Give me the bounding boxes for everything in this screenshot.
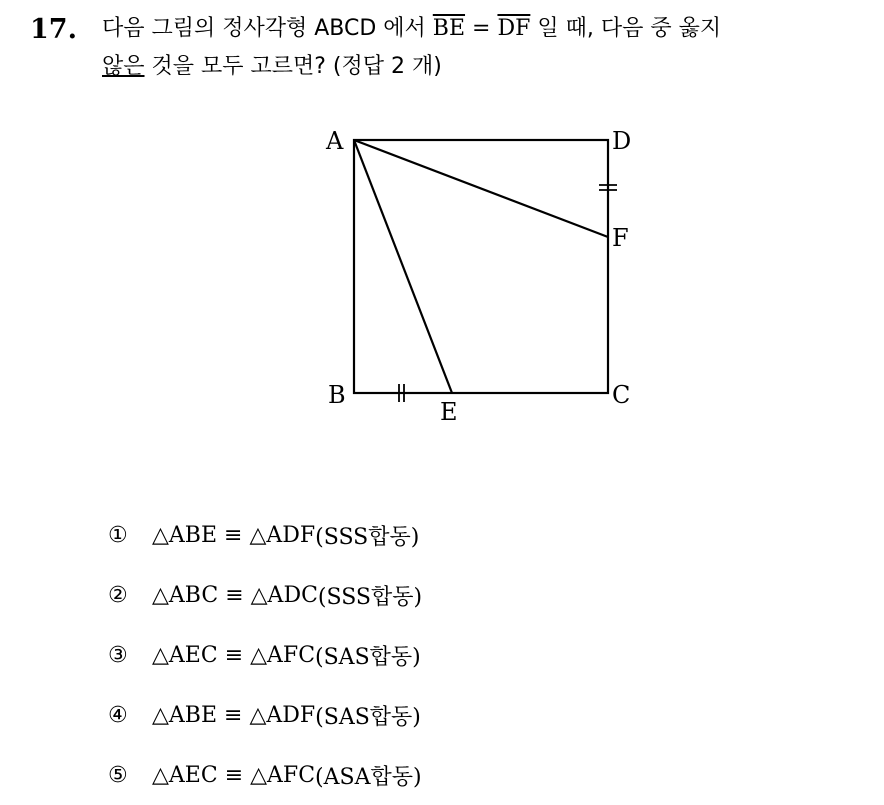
segment-af-line: [354, 140, 608, 237]
choice-statement: △ABC ≡ △ADC: [152, 582, 318, 608]
choice-statement: △AEC ≡ △AFC: [152, 642, 316, 668]
choice-reason: (SSS합동): [315, 524, 420, 550]
label-d: D: [612, 127, 632, 155]
question-text-end: 것을 모두 고르면? (정답 2 개): [144, 54, 442, 79]
label-f: F: [612, 224, 629, 252]
choice-statement: △ABE ≡ △ADF: [152, 522, 316, 548]
choice-marker: ①: [108, 522, 128, 548]
question-text-after: 일 때, 다음 중 옳지: [530, 16, 722, 41]
square-figure: [318, 118, 648, 428]
choice-5[interactable]: [108, 745, 808, 805]
segment-be: $\overline{BE}$: [432, 16, 466, 41]
choice-3[interactable]: [108, 625, 808, 685]
label-c: C: [612, 381, 631, 409]
choice-4[interactable]: [108, 685, 808, 745]
choice-marker: ②: [108, 582, 128, 608]
choice-2[interactable]: [108, 565, 808, 625]
square-outline: [354, 140, 608, 393]
question-text: [102, 10, 862, 86]
choice-reason: (ASA합동): [315, 764, 422, 790]
label-b: B: [328, 381, 346, 409]
label-e: E: [440, 398, 458, 426]
equals-sign: =: [465, 16, 498, 41]
choice-marker: ④: [108, 702, 128, 728]
choice-statement: △AEC ≡ △AFC: [152, 762, 316, 788]
choice-marker: ⑤: [108, 762, 128, 788]
question-text-before: 다음 그림의 정사각형 ABCD 에서: [102, 16, 433, 41]
choice-marker: ③: [108, 642, 128, 668]
underlined-word: 않은: [102, 54, 145, 79]
label-a: A: [326, 127, 344, 155]
square-diagram: [318, 118, 648, 428]
segment-df: $\overline{DF}$: [497, 16, 531, 41]
question-number: 17.: [30, 14, 77, 45]
segment-ae-line: [354, 140, 452, 393]
question: [30, 10, 870, 86]
choice-reason: (SAS합동): [315, 704, 421, 730]
choice-statement: △ABE ≡ △ADF: [152, 702, 316, 728]
answer-choices: [108, 505, 808, 805]
choice-reason: (SAS합동): [315, 644, 421, 670]
choice-reason: (SSS합동): [317, 584, 423, 610]
choice-1[interactable]: [108, 505, 808, 565]
